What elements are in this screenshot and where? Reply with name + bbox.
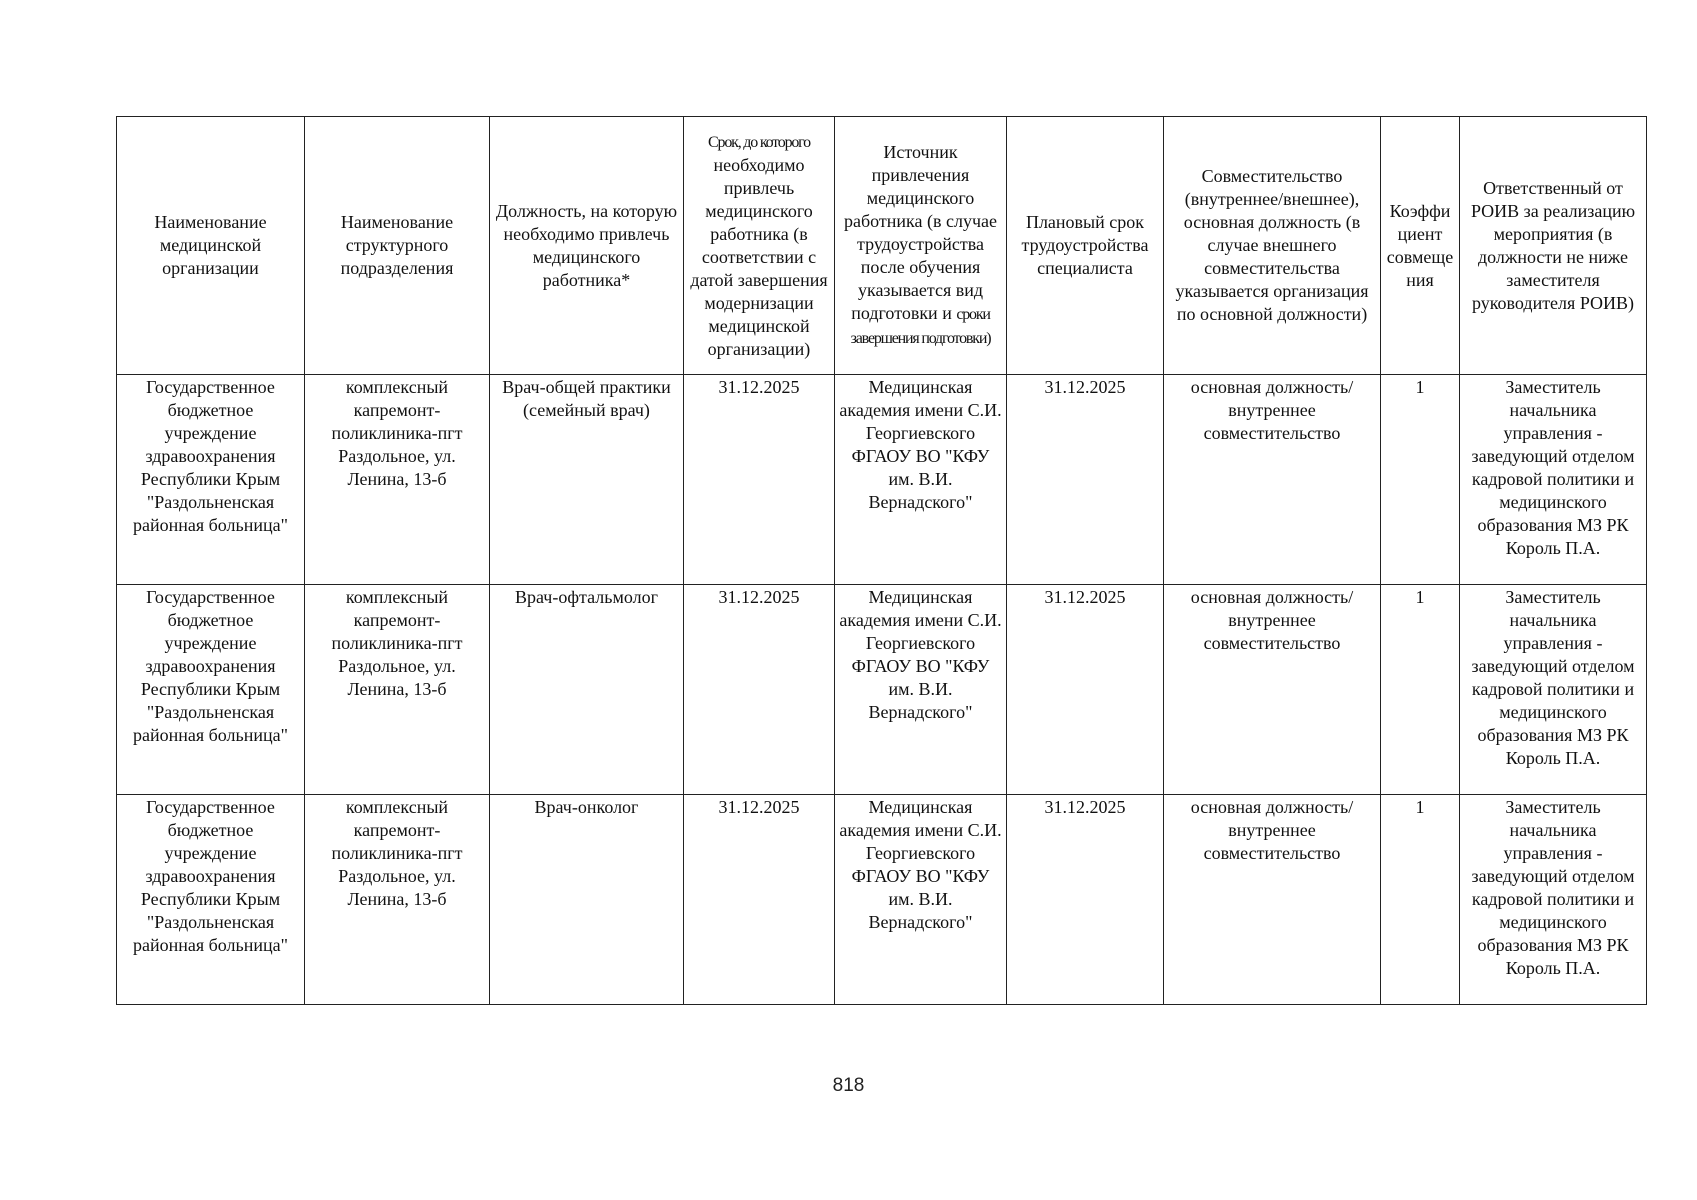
header-cell-source xyxy=(835,117,1007,375)
cell-coefficient: 1 xyxy=(1381,795,1460,1005)
cell-subdivision: комплексный капремонт-поликлиника-пгт Раздольное, ул. Ленина, 13-б xyxy=(305,585,490,795)
cell-subdivision: комплексный капремонт-поликлиника-пгт Раздольное, ул. Ленина, 13-б xyxy=(305,795,490,1005)
cell-source: Медицинская академия имени С.И. Георгиевского ФГАОУ ВО "КФУ им. В.И. Вернадского" xyxy=(835,585,1007,795)
cell-combination: основная должность/ внутреннее совместительство xyxy=(1164,375,1381,585)
cell-deadline: 31.12.2025 xyxy=(684,585,835,795)
cell-position: Врач-офтальмолог xyxy=(490,585,684,795)
cell-deadline: 31.12.2025 xyxy=(684,375,835,585)
header-cell-responsible: Ответственный от РОИВ за реализацию мероприятия (в должности не ниже заместителя руководителя РОИВ) xyxy=(1460,117,1647,375)
header-source-tail: сроки завершения подготовки) xyxy=(850,306,991,347)
cell-organization: Государственное бюджетное учреждение здравоохранения Республики Крым "Раздольненская районная больница" xyxy=(117,795,305,1005)
header-cell-organization: Наименование медицинской организации xyxy=(117,117,305,375)
cell-responsible: Заместитель начальника управления - заведующий отделом кадровой политики и медицинского образования МЗ РК Король П.А. xyxy=(1460,375,1647,585)
header-cell-position: Должность, на которую необходимо привлечь медицинского работника* xyxy=(490,117,684,375)
cell-position: Врач-онколог xyxy=(490,795,684,1005)
table-row xyxy=(117,585,1647,795)
table-row xyxy=(117,375,1647,585)
cell-combination: основная должность/ внутреннее совместительство xyxy=(1164,795,1381,1005)
cell-position: Врач-общей практики (семейный врач) xyxy=(490,375,684,585)
staffing-table xyxy=(116,116,1647,1005)
cell-coefficient: 1 xyxy=(1381,585,1460,795)
header-cell-coefficient: Коэффициент совмещения xyxy=(1381,117,1460,375)
cell-source: Медицинская академия имени С.И. Георгиевского ФГАОУ ВО "КФУ им. В.И. Вернадского" xyxy=(835,375,1007,585)
cell-responsible: Заместитель начальника управления - заведующий отделом кадровой политики и медицинского образования МЗ РК Король П.А. xyxy=(1460,585,1647,795)
cell-planned-date: 31.12.2025 xyxy=(1007,585,1164,795)
header-deadline-main: необходимо привлечь медицинского работника (в соответствии с датой завершения модернизации медицинской организации) xyxy=(690,155,828,359)
cell-organization: Государственное бюджетное учреждение здравоохранения Республики Крым "Раздольненская районная больница" xyxy=(117,585,305,795)
header-cell-subdivision: Наименование структурного подразделения xyxy=(305,117,490,375)
cell-organization: Государственное бюджетное учреждение здравоохранения Республики Крым "Раздольненская районная больница" xyxy=(117,375,305,585)
cell-combination: основная должность/ внутреннее совместительство xyxy=(1164,585,1381,795)
header-source-main: Источник привлечения медицинского работника (в случае трудоустройства после обучения указывается вид подготовки и xyxy=(844,142,997,323)
cell-planned-date: 31.12.2025 xyxy=(1007,375,1164,585)
header-cell-planned-date: Плановый срок трудоустройства специалиста xyxy=(1007,117,1164,375)
page-number: 818 xyxy=(832,1075,865,1096)
cell-subdivision: комплексный капремонт-поликлиника-пгт Раздольное, ул. Ленина, 13-б xyxy=(305,375,490,585)
cell-deadline: 31.12.2025 xyxy=(684,795,835,1005)
cell-planned-date: 31.12.2025 xyxy=(1007,795,1164,1005)
cell-coefficient: 1 xyxy=(1381,375,1460,585)
table-header-row xyxy=(117,117,1647,375)
header-cell-combination: Совместительство (внутреннее/внешнее), основная должность (в случае внешнего совместительства указывается организация по основной должности) xyxy=(1164,117,1381,375)
cell-responsible: Заместитель начальника управления - заведующий отделом кадровой политики и медицинского образования МЗ РК Король П.А. xyxy=(1460,795,1647,1005)
header-deadline-lead: Срок, до которого xyxy=(708,134,810,151)
header-cell-deadline xyxy=(684,117,835,375)
table-row xyxy=(117,795,1647,1005)
cell-source: Медицинская академия имени С.И. Георгиевского ФГАОУ ВО "КФУ им. В.И. Вернадского" xyxy=(835,795,1007,1005)
